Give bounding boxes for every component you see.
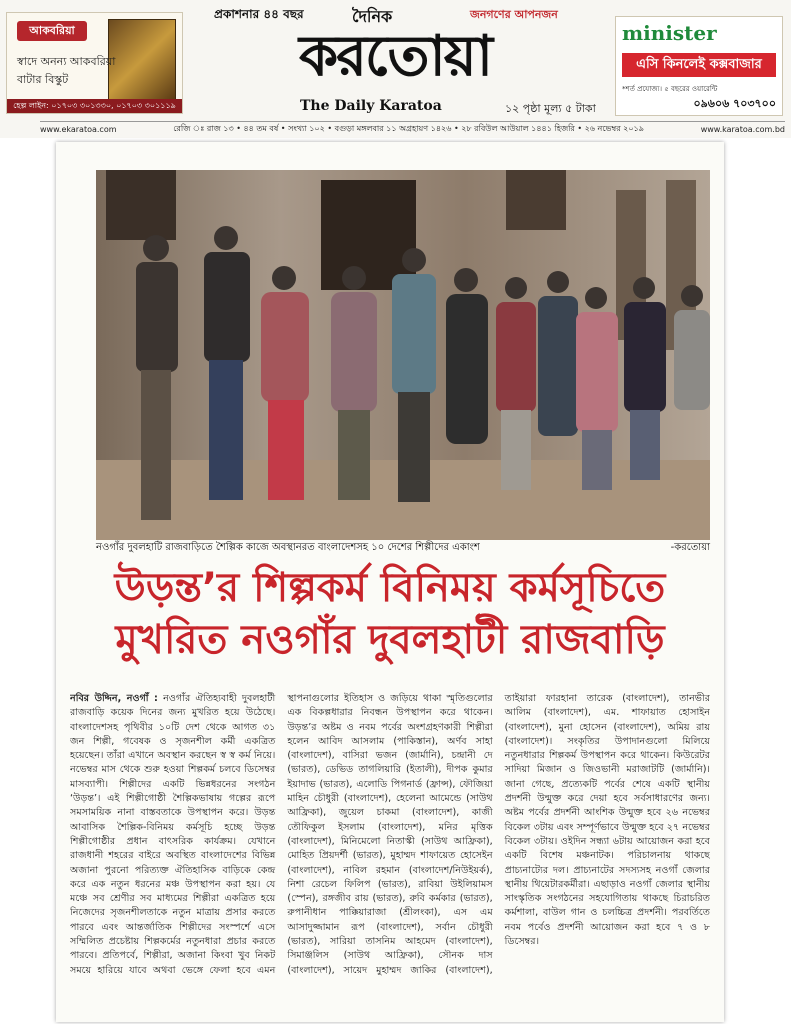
group-photo: [96, 170, 710, 540]
ad-phone: ০৯৬০৬ ৭০৩৭০০: [693, 97, 776, 110]
newspaper-name-english: The Daily Karatoa: [300, 98, 442, 114]
ad-product: বাটার বিস্কুট: [17, 73, 69, 86]
minister-advertisement: [615, 16, 783, 116]
newspaper-logo: করতোয়া: [299, 23, 491, 89]
article-text: নওগাঁর ঐতিহ্যবাহী দুবলহাটী রাজবাড়ি কয়েক দিনের জন্য মুখরিত হয়ে উঠেছে। বাংলাদেশসহ পৃথিবীর ১০টি দেশ থেকে আগত ৩১ জন শিল্পী, গবেষক ও সৃজনশীল কর্মী একত্রিত হয়েছেন। তাঁরা এখানে অবস্থান করছেন স্ব স্ব কর্ম নিয়ে। নভেম্বর মাস থেকে শুরু হওয়া শিল্পকর্ম চলবে ডিসেম্বর মাসব্যাপী। শিল্পীদের একটি ভিন্নধরনের সংগঠন ‘উড়ন্ত’। এই শিল্পীগোষ্ঠী শৈল্পিকভাষায় গল্পের রূপে সমসাময়িক নানা বাস্তবতাকে উপস্থাপন করে। উড়ন্ত আবাসিক শৈল্পিক-বিনিময় কর্মসূচি হচ্ছে উড়ন্ত শিল্পীগোষ্ঠীর প্রধান বাৎসরিক কার্যক্রম। যেখানে রাজধানী শহরের বাইরে অবস্থিত বাংলাদেশের বিভিন্ন অজানা পুরনো পরিত্যক্ত ঐতিহাসিক বাড়িকে কেন্দ্র করে এক নতুন ধরনের মঞ্চ উপস্থাপন করা হয়। যে মঞ্চে সব শ্রেণীর সব মাধ্যমের শিল্পীরা একত্রিত হয়ে নিজেদের সৃজনশীলতাকে নতুন মাত্রায় প্রসার করতে পারবে এবং আন্তর্জাতিক শিল্পীদের সংস্পর্শে এসে সম্মিলিত প্রচেষ্টায় শিল্পকর্মের নতুনধারা প্রচার করতে পারবে। প্রতিপর্বে, শিল্পীরা, অজানা কিংবা খুব নিকট সময়ে হারিয়ে যাবে অথবা ভেঙ্গে ফেলা হবে এমন স্থাপনাগুলোর ইতিহাস ও জড়িয়ে থাকা স্মৃতিগুলোর এক বিকল্পধারার নিবন্ধন উপস্থাপন করে থাকেন। উড়ন্ত’র অষ্টম ও নবম পর্বের অংশগ্রহণকারী শিল্পীরা হলেন আবিদ আসলাম (পাকিস্তান), অর্ণব সাহা (বাংলাদেশ), বাসিরা ভজন (জার্মানি), চন্দ্রানী দে (ভারত), ডেভিড তাগলিয়ারি (ইতালী), দীপক কুমার ইয়াদাভ (ভারত), এলোডি পিগনার্ড (ফ্রান্স), ফৌজিয়া মাহিন চৌধুরী (বাংলাদেশ), হেলেনা আমেন্ডে (সাউথ আফ্রিকা), জুয়েল চাকমা (বাংলাদেশ), কাজী তৌফিকুল ইসলাম (বাংলাদেশ), মনির মৃত্তিক (বাংলাদেশ), মিনিমেলো নিতাস্কী (সাউথ আফ্রিকা), মোহিত প্রিয়দর্শী (ভারত), মুহাম্মদ শাফায়েত হোসেইন (বাংলাদেশ), নাবিল রহমান (বাংলাদেশ/নিউইয়র্ক), নিশা রেচেল ফিলিপ (ভারত), রাবিয়া উইলিয়ামস (স্পেন), রঙ্গজীব রায় (ভারত), রুবি কর্মকার (ভারত), রুপানীধান পাক্কিয়ারাজা (শ্রীলংকা), এস এম আসাদুজ্জামান রূপ (বাংলাদেশ), সর্বান চৌধুরী (ভারত), সারিয়া তাসনিম আহমেদ (বাংলাদেশ), সিমাঞ্জলিস (সাউথ আফ্রিকা), সৌনক দাস (বাংলাদেশ), সায়েদ মুহাম্মদ জাকির (বাংলাদেশ), তাইয়ারা ফারহানা তারেক (বাংলাদেশ), তানভীর আলিম (বাংলাদেশ), এম. শাফায়াত হোসাইন (বাংলাদেশ), মুনা হোসেন (বাংলাদেশ), অমিয় রায় (বাংলাদেশ)। সংকৃতির উপাদানগুলো মিলিয়ে নতুনধারার শিল্পকর্ম উপস্থাপন করে থাকেন। কিউরেটর সাদিয়া মিজান ও জিওভানী মরাজাটটি (জার্মানি)। জানা গেছে, প্রত্যেকটি পর্বের শেষে একটি স্থানীয় প্রদর্শনী উন্মুক্ত করে দেয়া হবে সর্বসাধারণের জন্য। অষ্টম পর্বের প্রদর্শনী আংশিক উন্মুক্ত হবে ২৬ নভেম্বর বিকেল ৩টায় এবং সম্পূর্ণভাবে উন্মুক্ত হবে ২৭ নভেম্বর বিকেল ৩টায়। ওইদিন সন্ধ্যা ৬টায় আয়োজন করা হবে একটি বিশেষ মঞ্চনাটক। পরিচালনায় থাকছে প্রাচ্যনাট্যের দল। প্রাচ্যনাটের সদস্যসহ নওগাঁ জেলার স্থানীয় থিয়েটারকর্মীরা। এছাড়াও নওগাঁ জেলার স্থানীয় সাংস্কৃতিক সংগঠনের সহযোগিতায় থাকছে চিরাচরিত কর্মশালা, বাউল গান ও চলচ্চিত্র প্রদর্শনী। পরবর্তিতে নবম পর্বেও প্রদর্শনী আয়োজন করা হবে ৭ ও ৮ ডিসেম্বর।: [70, 693, 710, 976]
artists-group-photo-illustration: [96, 170, 710, 540]
photo-caption: নওগাঁর দুবলহাটি রাজবাড়িতে শৈল্পিক কাজে অবস্থানরত বাংলাদেশসহ ১০ দেশের শিল্পীদের একাংশ: [96, 541, 480, 553]
newspaper-clipping: [56, 142, 724, 1022]
website-link-2: www.karatoa.com.bd: [700, 124, 785, 134]
article-headline: [64, 562, 716, 666]
headline-line-2: মুখরিত নওগাঁর দুবলহাটী রাজবাড়ি: [115, 617, 665, 663]
issue-details: রেজি ঃ রাজ ১৩ • ৪৪ তম বর্ষ • সংখ্যা ১০২ • বগুড়া মঙ্গলবার ১১ অগ্রহায়ণ ১৪২৬ • ২৮ রবিউল আউয়াল ১৪৪১ হিজরি • ২৬ নভেম্বর ২০১৯: [173, 123, 644, 133]
photo-caption-row: [96, 539, 710, 557]
pages-price: ১২ পৃষ্ঠা মূল্য ৫ টাকা: [505, 102, 596, 115]
ad-note: *শর্ত প্রযোজ্য। ৫ বছরের ওয়ারেন্টি: [622, 85, 718, 93]
ac-offer-banner: এসি কিনলেই কক্সবাজার: [622, 53, 776, 77]
photo-credit: -করতোয়া: [670, 541, 710, 553]
website-link: www.ekaratoa.com: [40, 124, 117, 134]
issue-info-bar: [40, 121, 785, 136]
dainik-label: দৈনিক: [352, 7, 393, 26]
biscuit-pack-image: [108, 19, 176, 101]
tagline: জনগণের আপনজন: [470, 8, 558, 21]
article-byline: নবির উদ্দিন, নওগাঁ :: [70, 693, 158, 704]
minister-logo: minister: [622, 21, 717, 45]
ad-helpline: হেল্প লাইন: ০১৭০৩ ৩০১৩৩০, ০১৭০৩ ৩০১১১৯: [7, 99, 182, 113]
ad-brand-label: আকবরিয়া: [17, 21, 87, 41]
headline-line-1: উড়ন্ত’র শিল্পকর্ম বিনিময় কর্মসূচিতে: [114, 565, 666, 611]
publication-years: প্রকাশনার ৪৪ বছর: [214, 7, 304, 21]
article-body: [70, 692, 710, 1012]
ad-slogan: স্বাদে অনন্য আকবরিয়া: [17, 55, 116, 68]
biscuit-advertisement: [6, 12, 183, 114]
masthead: [0, 0, 791, 138]
